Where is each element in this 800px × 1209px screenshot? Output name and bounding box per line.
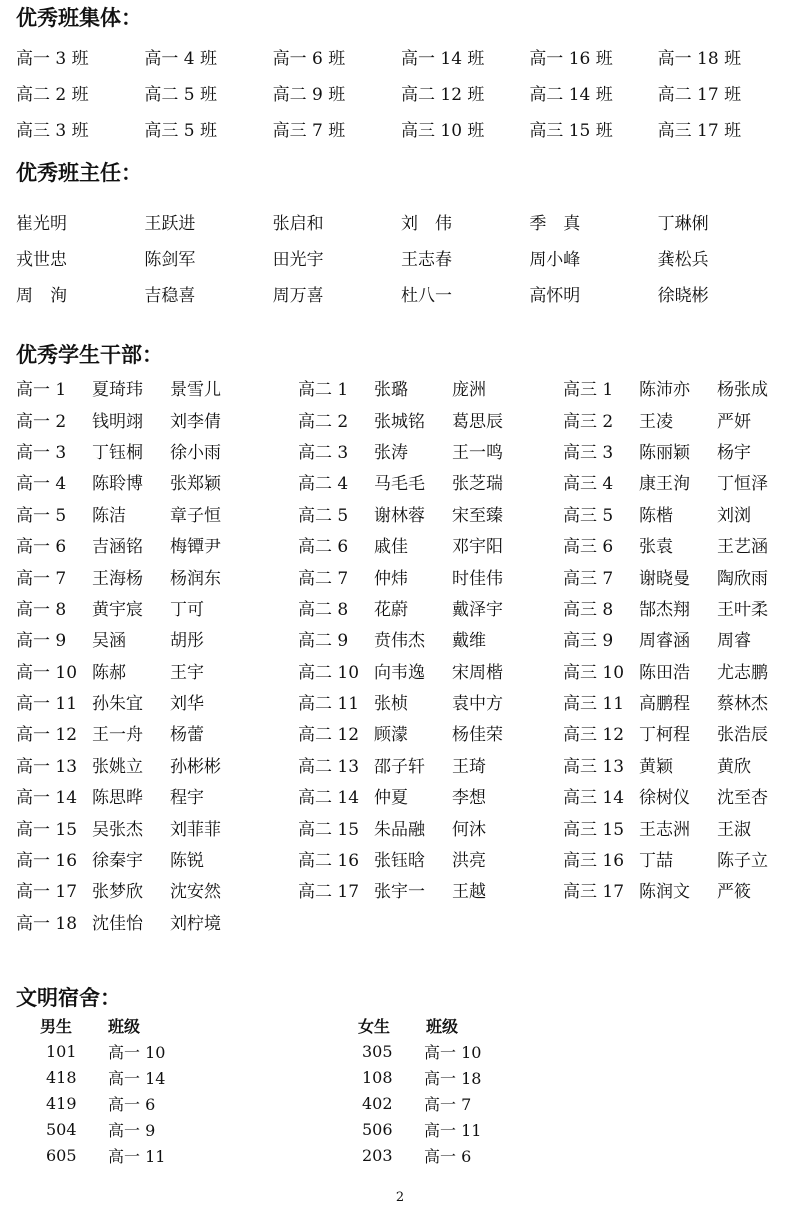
dorm-number: 203 [362,1145,393,1165]
leader-class: 高一 7 [16,568,67,589]
leader-class: 高三 4 [563,474,614,495]
leader-name: 庞洲 [452,380,486,401]
leader-class: 高二 17 [298,882,360,903]
table-row [16,203,786,239]
teacher-name: 刘 伟 [400,213,452,234]
leader-class: 高二 7 [298,568,349,589]
leader-name: 张宇一 [374,882,425,903]
leader-class: 高二 1 [298,380,349,401]
class-item: 高三 3 班 [16,120,89,141]
leader-name: 张浩辰 [717,725,768,746]
column-header: 班级 [426,1016,459,1036]
leader-class: 高三 9 [563,631,614,652]
table-header [358,1012,481,1038]
leader-name: 蔡林杰 [717,694,768,715]
leader-class: 高二 6 [298,537,349,558]
class-item: 高三 17 班 [657,120,742,141]
leader-name: 严筱 [717,882,751,903]
table-row [563,717,797,748]
leader-name: 时佳伟 [452,568,503,589]
leader-name: 陈思晔 [92,788,143,809]
leader-class: 高三 5 [563,505,614,526]
leader-name: 陈沛亦 [639,380,690,401]
teacher-name: 杜八一 [400,285,452,306]
table-row [16,372,250,403]
leader-name: 吉涵铭 [92,537,143,558]
table-row [563,498,797,529]
table-row [563,874,797,905]
leader-name: 仲炜 [374,568,408,589]
leader-name: 张郑颖 [170,474,221,495]
class-item: 高一 6 班 [272,48,346,69]
leader-class: 高二 3 [298,442,349,463]
leader-class: 高一 3 [16,442,67,463]
leader-name: 宋至臻 [452,505,503,526]
dorm-number: 605 [46,1145,77,1165]
leader-name: 邓宇阳 [452,537,503,558]
leader-name: 王淑 [717,819,751,840]
leader-name: 邵子轩 [374,756,425,777]
leader-class: 高一 9 [16,631,67,652]
leader-name: 贲伟杰 [374,631,425,652]
leader-name: 王凌 [639,411,673,432]
leader-class: 高一 6 [16,537,67,558]
leader-name: 张璐 [374,380,408,401]
leader-class: 高三 3 [563,442,614,463]
leader-name: 张城铭 [374,411,425,432]
leader-name: 张芝瑞 [452,474,503,495]
table-row [563,843,797,874]
leader-name: 杨润东 [170,568,221,589]
table-row [358,1116,481,1142]
leader-name: 章子恒 [170,505,221,526]
leader-name: 丁钰桐 [92,442,143,463]
dorm-class: 高一 7 [424,1094,472,1114]
leader-class: 高二 11 [298,694,360,715]
teacher-name: 丁琳俐 [657,213,709,234]
leader-name: 葛思辰 [452,411,503,432]
teacher-name: 周小峰 [529,249,581,270]
table-row [563,560,797,591]
table-row [358,1090,481,1116]
table-row [16,749,250,780]
leader-class: 高一 13 [16,756,78,777]
table-row [16,110,786,146]
dorm-number: 504 [46,1119,77,1139]
table-row [16,466,250,497]
leader-class: 高一 5 [16,505,67,526]
table-row [358,1064,481,1090]
class-item: 高二 2 班 [16,84,89,105]
class-item: 高二 9 班 [272,84,346,105]
leader-name: 王志洲 [639,819,690,840]
leader-name: 马毛毛 [374,474,425,495]
leader-name: 向韦逸 [374,662,425,683]
teacher-name: 季 真 [529,213,581,234]
leader-name: 王琦 [452,756,486,777]
dorm-number: 108 [362,1067,393,1087]
leader-name: 刘菲菲 [170,819,221,840]
section-title-excellent-teachers: 优秀班主任： [16,161,142,185]
column-header: 女生 [358,1016,391,1036]
dorm-class: 高一 14 [108,1068,166,1088]
leader-name: 王一鸣 [452,442,503,463]
leader-class: 高一 10 [16,662,78,683]
table-row [40,1116,165,1142]
leader-class: 高三 2 [563,411,614,432]
leader-class: 高一 1 [16,380,67,401]
class-item: 高一 18 班 [657,48,742,69]
leader-class: 高一 17 [16,882,78,903]
dorm-number: 419 [46,1093,77,1113]
leader-name: 洪亮 [452,851,486,872]
table-row [298,717,532,748]
excellent-teachers-grid [16,203,786,311]
dorm-number: 418 [46,1067,77,1087]
leader-class: 高一 11 [16,694,78,715]
leader-name: 李想 [452,788,486,809]
leader-name: 杨宇 [717,442,751,463]
leader-name: 夏琦玮 [92,380,143,401]
leader-name: 陈润文 [639,882,690,903]
table-row [16,906,250,937]
table-row [16,717,250,748]
column-header: 班级 [108,1016,141,1036]
leader-name: 戴维 [452,631,486,652]
leader-name: 王海杨 [92,568,143,589]
table-row [16,811,250,842]
table-row [16,435,250,466]
table-row [16,498,250,529]
leader-name: 梅镡尹 [170,537,221,558]
leader-class: 高一 18 [16,913,78,934]
leader-name: 徐小雨 [170,442,221,463]
leader-class: 高一 2 [16,411,67,432]
leader-name: 袁中方 [452,694,503,715]
table-row [40,1090,165,1116]
table-row [40,1038,165,1064]
leaders-column-grade3 [563,372,797,906]
table-row [298,372,532,403]
leader-class: 高二 13 [298,756,360,777]
table-row [563,529,797,560]
teacher-name: 崔光明 [16,213,67,234]
leader-name: 何沐 [452,819,486,840]
leader-class: 高一 15 [16,819,78,840]
teacher-name: 高怀明 [529,285,581,306]
leader-name: 刘柠境 [170,913,221,934]
leader-class: 高二 2 [298,411,349,432]
leader-class: 高一 8 [16,599,67,620]
table-row [16,780,250,811]
leader-name: 张涛 [374,442,408,463]
leader-class: 高三 14 [563,788,625,809]
leader-class: 高三 13 [563,756,625,777]
table-row [563,403,797,434]
leaders-column-grade2 [298,372,532,906]
leader-class: 高二 5 [298,505,349,526]
table-row [16,874,250,905]
table-row [563,811,797,842]
table-row [298,435,532,466]
leader-name: 王艺涵 [717,537,768,558]
leader-class: 高三 6 [563,537,614,558]
leader-name: 陈洁 [92,505,126,526]
table-row [16,560,250,591]
table-row [298,780,532,811]
class-item: 高三 7 班 [272,120,346,141]
leader-name: 徐树仪 [639,788,690,809]
leader-name: 丁可 [170,599,204,620]
leader-class: 高三 15 [563,819,625,840]
teacher-name: 王志春 [400,249,452,270]
leader-name: 程宇 [170,788,204,809]
table-row [298,874,532,905]
leader-name: 杨张成 [717,380,768,401]
leader-class: 高三 17 [563,882,625,903]
leader-name: 康王洵 [639,474,690,495]
class-item: 高一 16 班 [529,48,613,69]
dorm-class: 高一 10 [108,1042,166,1062]
teacher-name: 张启和 [272,213,324,234]
leaders-column-grade1 [16,372,250,937]
excellent-classes-grid [16,38,786,146]
leader-name: 郜杰翔 [639,599,690,620]
leader-class: 高三 16 [563,851,625,872]
dorm-number: 402 [362,1093,393,1113]
table-row [40,1142,165,1168]
class-item: 高二 5 班 [144,84,217,105]
table-row [16,655,250,686]
leader-name: 陶欣雨 [717,568,768,589]
class-item: 高二 12 班 [400,84,485,105]
leader-class: 高三 12 [563,725,625,746]
leader-name: 刘浏 [717,505,751,526]
dorm-table-male [40,1012,165,1168]
leader-name: 戚佳 [374,537,408,558]
table-row [298,529,532,560]
class-item: 高一 14 班 [400,48,485,69]
leader-name: 刘华 [170,694,204,715]
class-item: 高三 10 班 [400,120,485,141]
section-title-student-leaders: 优秀学生干部： [16,343,163,367]
table-row [563,686,797,717]
dorm-number: 506 [362,1119,393,1139]
table-row [16,239,786,275]
dorm-class: 高一 9 [108,1120,156,1140]
leader-class: 高二 16 [298,851,360,872]
leader-name: 吴涵 [92,631,126,652]
dorm-class: 高一 6 [108,1094,156,1114]
leader-name: 陈郝 [92,662,126,683]
table-row [298,403,532,434]
leader-name: 严妍 [717,411,751,432]
leader-name: 王一舟 [92,725,143,746]
table-row [563,592,797,623]
leader-name: 顾濛 [374,725,408,746]
dorm-number: 305 [362,1041,393,1061]
leader-name: 王越 [452,882,486,903]
table-row [16,403,250,434]
leader-class: 高二 8 [298,599,349,620]
teacher-name: 周 洵 [16,285,67,306]
table-row [298,655,532,686]
table-row [298,843,532,874]
table-row [358,1142,481,1168]
leader-name: 陈田浩 [639,662,690,683]
table-row [298,623,532,654]
leader-class: 高三 8 [563,599,614,620]
leader-name: 陈锐 [170,851,204,872]
leader-name: 黄欣 [717,756,751,777]
leader-class: 高一 14 [16,788,78,809]
leader-name: 戴泽宇 [452,599,503,620]
leader-name: 沈佳怡 [92,913,143,934]
class-item: 高二 14 班 [529,84,613,105]
leader-name: 丁喆 [639,851,673,872]
leader-name: 宋周楷 [452,662,503,683]
table-row [16,74,786,110]
leader-name: 陈子立 [717,851,768,872]
leader-name: 张袁 [639,537,673,558]
table-row [16,686,250,717]
leader-name: 沈至杏 [717,788,768,809]
teacher-name: 田光宇 [272,249,324,270]
table-row [298,749,532,780]
leader-name: 张桢 [374,694,408,715]
table-row [563,780,797,811]
table-row [298,686,532,717]
leader-class: 高一 4 [16,474,67,495]
dorm-class: 高一 6 [424,1146,472,1166]
dorm-table-female [358,1012,481,1168]
leader-name: 王宇 [170,662,204,683]
section-title-civilized-dorms: 文明宿舍： [16,986,121,1010]
teacher-name: 王跃进 [144,213,196,234]
leader-name: 朱品融 [374,819,425,840]
table-row [298,811,532,842]
table-row [298,466,532,497]
teacher-name: 吉稳喜 [144,285,196,306]
teacher-name: 徐晓彬 [657,285,709,306]
table-row [563,623,797,654]
class-item: 高三 15 班 [529,120,613,141]
leader-class: 高二 4 [298,474,349,495]
leader-name: 胡彤 [170,631,204,652]
leader-class: 高二 12 [298,725,360,746]
leader-name: 张钰晗 [374,851,425,872]
leader-name: 张梦欣 [92,882,143,903]
column-header: 男生 [40,1016,73,1036]
teacher-name: 陈剑军 [144,249,196,270]
table-row [16,275,786,311]
dorm-class: 高一 10 [424,1042,482,1062]
teacher-name: 龚松兵 [657,249,709,270]
table-row [16,843,250,874]
leader-class: 高三 10 [563,662,625,683]
table-header [40,1012,165,1038]
leader-name: 丁柯程 [639,725,690,746]
leader-name: 陈丽颖 [639,442,690,463]
table-row [40,1064,165,1090]
leader-class: 高二 15 [298,819,360,840]
leader-name: 谢晓曼 [639,568,690,589]
dorm-number: 101 [46,1041,77,1061]
leader-name: 杨蕾 [170,725,204,746]
leader-name: 陈楷 [639,505,673,526]
leader-name: 钱明翊 [92,411,143,432]
table-row [358,1038,481,1064]
class-item: 高三 5 班 [144,120,217,141]
table-row [16,38,786,74]
table-row [298,592,532,623]
table-row [298,560,532,591]
leader-class: 高二 10 [298,662,360,683]
leader-name: 吴张杰 [92,819,143,840]
leader-name: 孙朱宜 [92,694,143,715]
teacher-name: 戎世忠 [16,249,67,270]
leader-name: 张姚立 [92,756,143,777]
leader-name: 仲夏 [374,788,408,809]
dorm-class: 高一 18 [424,1068,482,1088]
leader-class: 高三 11 [563,694,625,715]
leader-name: 谢林蓉 [374,505,425,526]
table-row [563,655,797,686]
dorm-class: 高一 11 [108,1146,166,1166]
table-row [16,592,250,623]
class-item: 高一 4 班 [144,48,217,69]
table-row [16,529,250,560]
leader-name: 沈安然 [170,882,221,903]
leader-name: 花蔚 [374,599,408,620]
table-row [16,623,250,654]
leader-name: 景雪儿 [170,380,221,401]
teacher-name: 周万喜 [272,285,324,306]
leader-class: 高一 12 [16,725,78,746]
leader-name: 刘李倩 [170,411,221,432]
leader-class: 高三 1 [563,380,614,401]
leader-name: 尤志鹏 [717,662,768,683]
section-title-excellent-classes: 优秀班集体： [16,6,142,30]
leader-name: 丁恒泽 [717,474,768,495]
leader-name: 王叶柔 [717,599,768,620]
leader-class: 高三 7 [563,568,614,589]
page-number: 2 [395,1190,405,1205]
leader-class: 高一 16 [16,851,78,872]
dorm-class: 高一 11 [424,1120,482,1140]
table-row [298,498,532,529]
leader-class: 高二 9 [298,631,349,652]
leader-name: 周睿涵 [639,631,690,652]
leader-name: 周睿 [717,631,751,652]
class-item: 高一 3 班 [16,48,89,69]
leader-name: 高鹏程 [639,694,690,715]
table-row [563,466,797,497]
leader-name: 杨佳荣 [452,725,503,746]
leader-class: 高二 14 [298,788,360,809]
table-row [563,749,797,780]
table-row [563,372,797,403]
leader-name: 徐秦宇 [92,851,143,872]
leader-name: 孙彬彬 [170,756,221,777]
leader-name: 黄宇宸 [92,599,143,620]
leader-name: 黄颖 [639,756,673,777]
class-item: 高二 17 班 [657,84,742,105]
table-row [563,435,797,466]
leader-name: 陈聆博 [92,474,143,495]
